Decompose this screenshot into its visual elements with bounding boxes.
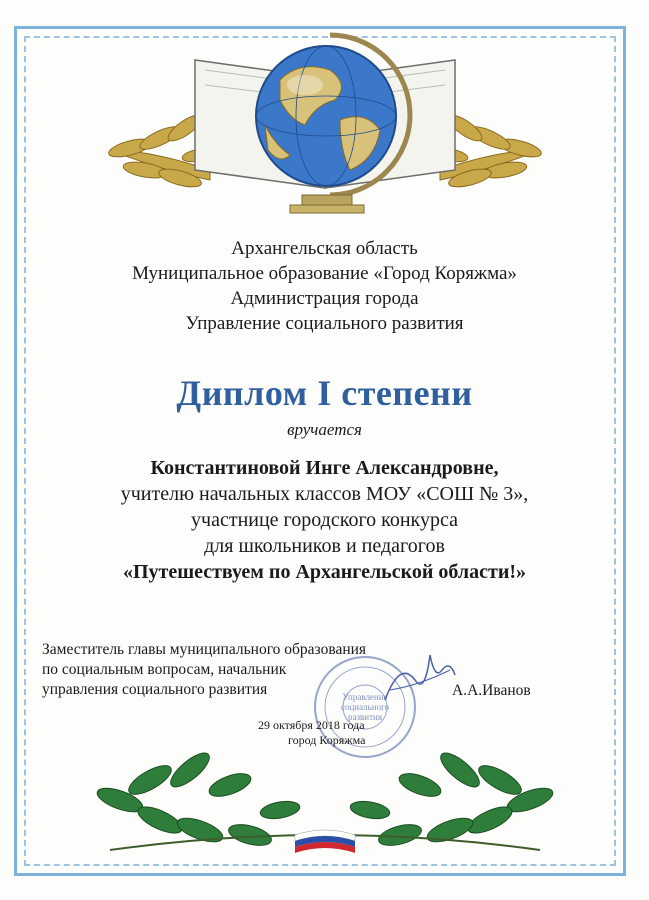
recipient-block — [0, 455, 649, 585]
globe-book-laurel-icon — [90, 30, 560, 230]
issue-city: город Коряжма — [288, 733, 366, 747]
awarded-text: вручается — [287, 420, 362, 439]
recipient-role: участнице городского конкурса — [191, 509, 458, 531]
organization-header — [0, 236, 649, 336]
signer-title-3: управления социального развития — [42, 681, 268, 698]
laurel-branches-flag-icon — [90, 740, 560, 870]
stamp-text-2: социального — [340, 702, 390, 712]
signer-title-2: по социальным вопросам, начальник — [42, 661, 287, 678]
recipient-position: учителю начальных классов МОУ «СОШ № 3», — [120, 483, 529, 505]
department-text: Управление социального развития — [185, 313, 464, 334]
issue-date: 29 октября 2018 года — [258, 718, 365, 732]
municipality-text: Муниципальное образование «Город Коряжма» — [132, 263, 517, 284]
signature-block — [42, 640, 462, 700]
stamp-text-1: Управление — [342, 692, 388, 702]
contest-name: «Путешествуем по Архангельской области!» — [122, 561, 527, 583]
region-text: Архангельская область — [231, 238, 418, 259]
recipient-audience: для школьников и педагогов — [204, 535, 445, 557]
stamp-text-3: развития — [347, 712, 383, 722]
recipient-name: Константиновой Инге Александровне, — [150, 457, 499, 479]
signer-name: А.А.Иванов — [452, 682, 531, 699]
administration-text: Администрация города — [230, 288, 419, 309]
diploma-title: Диплом I степени — [176, 373, 473, 413]
signer-title-1: Заместитель главы муниципального образования — [42, 641, 367, 658]
